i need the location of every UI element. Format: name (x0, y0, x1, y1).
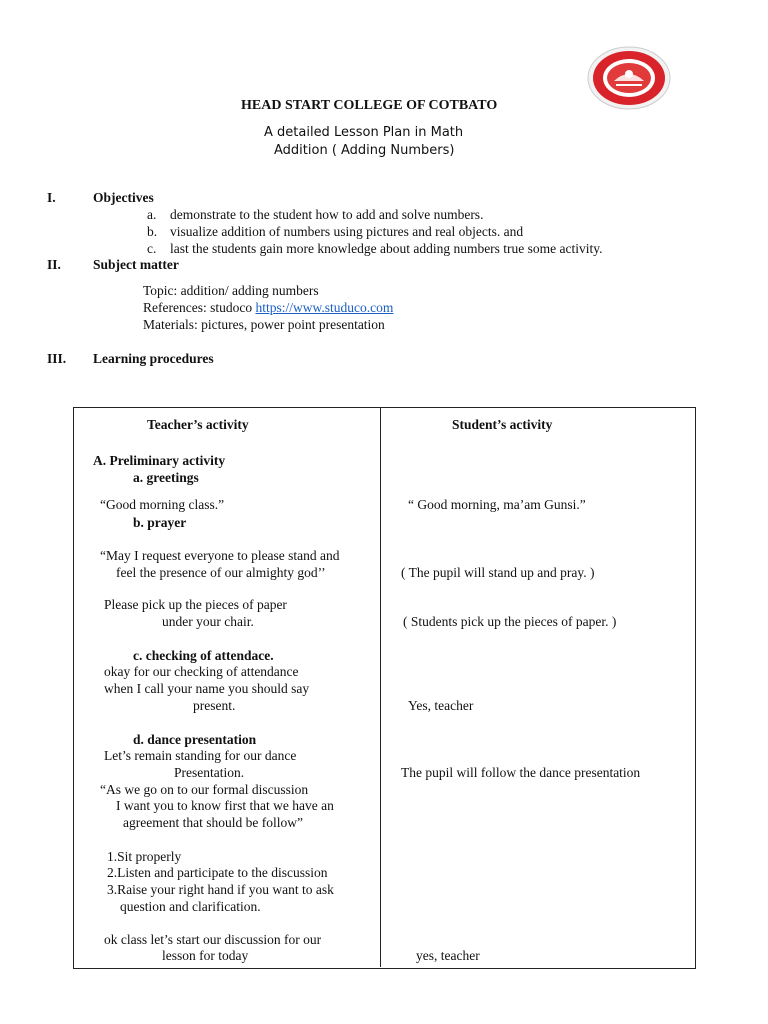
attendance-heading: c. checking of attendace. (133, 648, 274, 663)
rule-3: 3.Raise your right hand if you want to ask (107, 882, 334, 897)
references-label: References: studoco (143, 300, 253, 315)
paper-teacher-line2: under your chair. (162, 614, 254, 629)
dance-student: The pupil will follow the dance presentation (401, 765, 641, 780)
discussion-line2: I want you to know first that we have an (116, 798, 334, 813)
preliminary-heading: A. Preliminary activity (93, 453, 226, 468)
college-name: HEAD START COLLEGE OF COTBATO (241, 98, 498, 113)
objectives-numeral: I. (47, 190, 56, 205)
procedures-numeral: III. (47, 351, 67, 366)
dance-heading: d. dance presentation (133, 732, 257, 747)
greetings-heading: a. greetings (133, 470, 199, 485)
dance-line1: Let’s remain standing for our dance (104, 748, 297, 763)
paper-teacher-line1: Please pick up the pieces of paper (104, 597, 287, 612)
paper-student: ( Students pick up the pieces of paper. ) (403, 614, 617, 629)
subject-topic: Topic: addition/ adding numbers (143, 283, 319, 298)
prayer-heading: b. prayer (133, 515, 187, 530)
attendance-line1: okay for our checking of attendance (104, 664, 299, 679)
table-divider (380, 407, 381, 967)
college-logo (586, 45, 672, 111)
subject-title: Subject matter (93, 257, 179, 272)
rule-2: 2.Listen and participate to the discussion (107, 865, 328, 880)
objective-marker-b: b. (147, 224, 158, 239)
procedures-title: Learning procedures (93, 351, 214, 366)
teacher-header: Teacher’s activity (147, 417, 249, 432)
plan-subtitle: Addition ( Adding Numbers) (274, 143, 455, 158)
objective-marker-c: c. (147, 241, 157, 256)
prayer-teacher-line2: feel the presence of our almighty god’’ (116, 565, 326, 580)
student-header: Student’s activity (452, 417, 553, 432)
subject-materials: Materials: pictures, power point presentation (143, 317, 385, 332)
rule-3-cont: question and clarification. (120, 899, 261, 914)
discussion-line3: agreement that should be follow” (123, 815, 303, 830)
references-link[interactable]: https://www.studuco.com (255, 300, 394, 315)
objective-marker-a: a. (147, 207, 157, 222)
attendance-student: Yes, teacher (408, 698, 474, 713)
rule-1: 1.Sit properly (107, 849, 182, 864)
greet-student: “ Good morning, ma’am Gunsi.” (408, 497, 586, 512)
greet-teacher: “Good morning class.” (100, 497, 225, 512)
objective-item-a: demonstrate to the student how to add and solve numbers. (170, 207, 484, 222)
attendance-line3: present. (193, 698, 236, 713)
subject-references (143, 300, 393, 316)
plan-title: A detailed Lesson Plan in Math (264, 125, 464, 140)
objective-item-c: last the students gain more knowledge about adding numbers true some activity. (170, 241, 603, 256)
discussion-line1: “As we go on to our formal discussion (100, 782, 309, 797)
subject-numeral: II. (47, 257, 61, 272)
dance-line2: Presentation. (174, 765, 245, 780)
objectives-title: Objectives (93, 190, 154, 205)
start-student: yes, teacher (416, 948, 480, 963)
prayer-student: ( The pupil will stand up and pray. ) (401, 565, 595, 580)
attendance-line2: when I call your name you should say (104, 681, 310, 696)
start-line2: lesson for today (162, 948, 249, 963)
prayer-teacher-line1: “May I request everyone to please stand and (100, 548, 340, 563)
objective-item-b: visualize addition of numbers using pictures and real objects. and (170, 224, 524, 239)
start-line1: ok class let’s start our discussion for our (104, 932, 322, 947)
